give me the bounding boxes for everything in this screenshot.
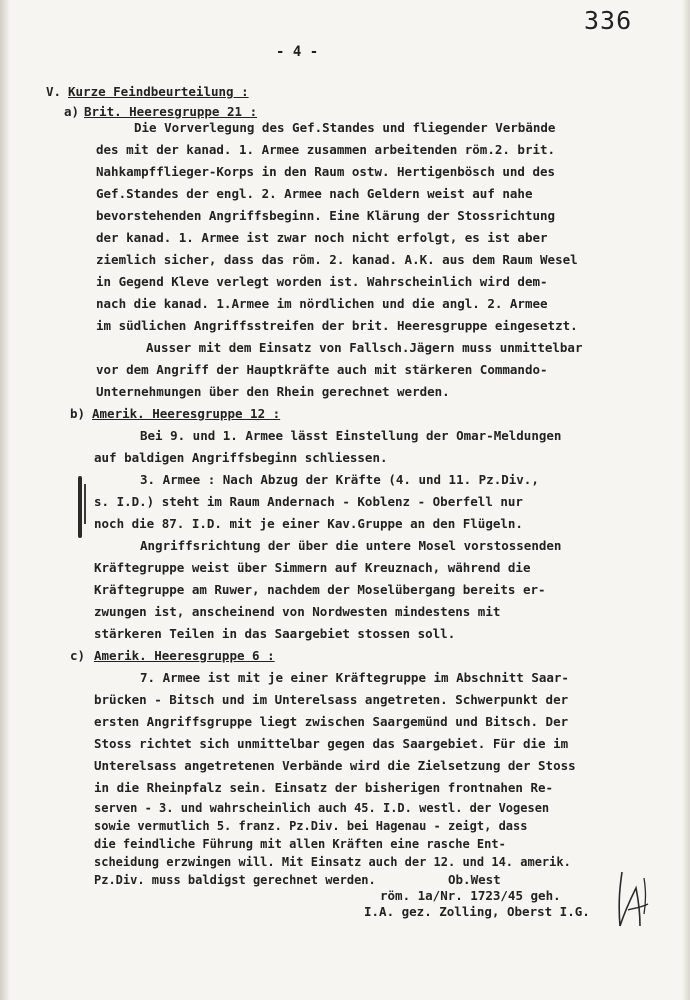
body-text-line: ziemlich sicher, dass das röm. 2. kanad. A.K. aus dem Raum Wesel xyxy=(96,252,578,267)
body-text-line: ersten Angriffsgruppe liegt zwischen Saargemünd und Bitsch. Der xyxy=(94,714,569,729)
body-text-line: Stoss richtet sich unmittelbar gegen das Saargebiet. Für die im xyxy=(94,736,569,751)
body-text-line: Kräftegruppe weist über Simmern auf Kreuznach, während die xyxy=(94,560,531,575)
body-text-line: Kräftegruppe am Ruwer, nachdem der Moselübergang bereits er- xyxy=(94,582,546,597)
body-text-line: scheidung erzwingen will. Mit Einsatz auch der 12. und 14. amerik. xyxy=(94,855,571,869)
reference-signed: I.A. gez. Zolling, Oberst I.G. xyxy=(364,904,590,919)
body-text-line: Angriffsrichtung der über die untere Mosel vorstossenden xyxy=(140,538,562,553)
body-text-line: 3. Armee : Nach Abzug der Kräfte (4. und 11. Pz.Div., xyxy=(140,472,539,487)
subsection-label: a) xyxy=(64,104,80,119)
body-text-line: im südlichen Angriffsstreifen der brit. Heeresgruppe eingesetzt. xyxy=(96,318,578,333)
body-text-line: Unternehmungen über den Rhein gerechnet werden. xyxy=(96,384,450,399)
body-text-line: Bei 9. und 1. Armee lässt Einstellung der Omar-Meldungen xyxy=(140,428,562,443)
page-number: - 4 - xyxy=(276,44,319,60)
body-text-line: die feindliche Führung mit allen Kräften eine rasche Ent- xyxy=(94,837,506,851)
body-text-line: vor dem Angriff der Hauptkräfte auch mit stärkeren Commando- xyxy=(96,362,548,377)
body-text-line: auf baldigen Angriffsbeginn schliessen. xyxy=(94,450,388,465)
section-heading: Kurze Feindbeurteilung : xyxy=(68,84,249,99)
body-text-line: nach die kanad. 1.Armee im nördlichen und die angl. 2. Armee xyxy=(96,296,548,311)
body-text-line: bevorstehenden Angriffsbeginn. Eine Klärung der Stossrichtung xyxy=(96,208,556,223)
body-text-line: in die Rheinpfalz sein. Einsatz der bisherigen frontnahen Re- xyxy=(94,780,554,795)
body-text-line: der kanad. 1. Armee ist zwar noch nicht erfolgt, es ist aber xyxy=(96,230,548,245)
body-text-line: des mit der kanad. 1. Armee zusammen arbeitenden röm.2. brit. xyxy=(96,142,556,157)
body-text-line: s. I.D.) steht im Raum Andernach - Koblenz - Oberfell nur xyxy=(94,494,523,509)
margin-bracket-mark xyxy=(78,476,82,538)
subsection-heading: Amerik. Heeresgruppe 6 : xyxy=(94,648,275,663)
scan-edge-right xyxy=(682,0,690,1000)
body-text-line: Ausser mit dem Einsatz von Fallsch.Jägern muss unmittelbar xyxy=(146,340,583,355)
body-text-line: in Gegend Kleve verlegt worden ist. Wahrscheinlich wird dem- xyxy=(96,274,548,289)
body-text-line: Die Vorverlegung des Gef.Standes und fliegender Verbände xyxy=(134,120,556,135)
body-text-line: Gef.Standes der engl. 2. Armee nach Geldern weist auf nahe xyxy=(96,186,533,201)
subsection-heading: Amerik. Heeresgruppe 12 : xyxy=(92,406,281,421)
scan-edge-left xyxy=(0,0,10,1000)
archive-page-stamp: 336 xyxy=(584,6,633,35)
body-text-line: serven - 3. und wahrscheinlich auch 45. I.D. westl. der Vogesen xyxy=(94,801,550,815)
body-text-line: Pz.Div. muss baldigst gerechnet werden. xyxy=(94,873,376,887)
body-text-line: 7. Armee ist mit je einer Kräftegruppe im Abschnitt Saar- xyxy=(140,670,569,685)
section-prefix: V. xyxy=(46,84,62,99)
reference-office: Ob.West xyxy=(448,872,501,887)
subsection-label: c) xyxy=(70,648,86,663)
body-text-line: brücken - Bitsch und im Unterelsass angetreten. Schwerpunkt der xyxy=(94,692,569,707)
subsection-label: b) xyxy=(70,406,86,421)
body-text-line: noch die 87. I.D. mit je einer Kav.Gruppe an den Flügeln. xyxy=(94,516,523,531)
body-text-line: Unterelsass angetretenen Verbände wird die Zielsetzung der Stoss xyxy=(94,758,576,773)
reference-number: röm. 1a/Nr. 1723/45 geh. xyxy=(380,888,561,903)
margin-bracket-mark-inner xyxy=(84,484,86,524)
body-text-line: zwungen ist, anscheinend von Nordwesten mindestens mit xyxy=(94,604,501,619)
body-text-line: stärkeren Teilen in das Saargebiet stossen soll. xyxy=(94,626,456,641)
body-text-line: sowie vermutlich 5. franz. Pz.Div. bei Hagenau - zeigt, dass xyxy=(94,819,528,833)
body-text-line: Nahkampfflieger-Korps in den Raum ostw. Hertigenbösch und des xyxy=(96,164,556,179)
subsection-heading: Brit. Heeresgruppe 21 : xyxy=(84,104,258,119)
handwritten-initials-signature xyxy=(610,868,654,932)
